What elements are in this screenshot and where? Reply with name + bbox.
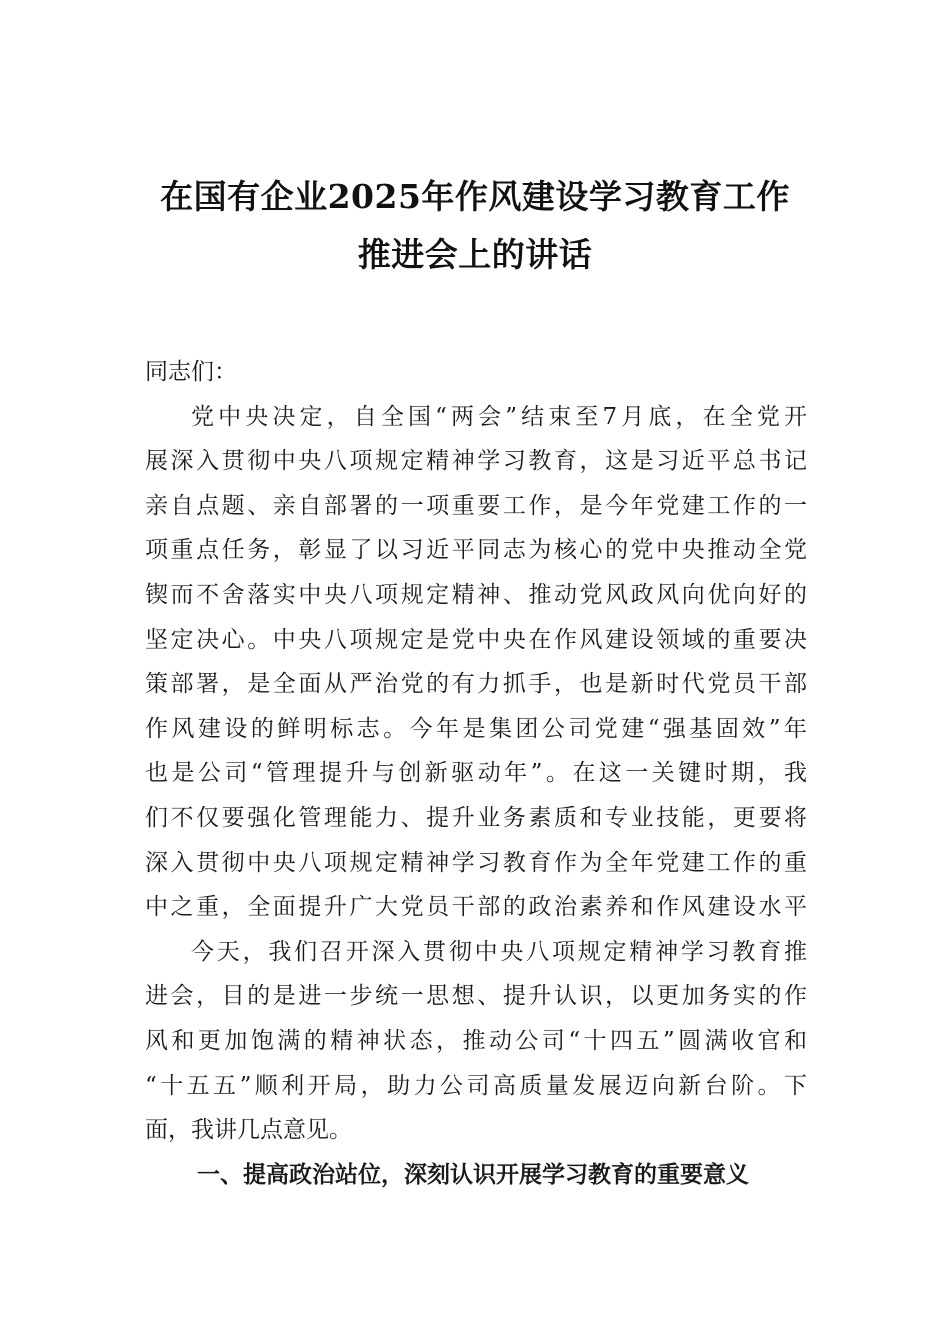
paragraph-line: “十五五”顺利开局，助力公司高质量发展迈向新台阶。下 xyxy=(145,1072,807,1099)
title-line-1: 在国有企业2025年作风建设学习教育工作 xyxy=(160,177,790,216)
paragraph-line: 中之重，全面提升广大党员干部的政治素养和作风建设水平 xyxy=(145,894,807,921)
paragraph-line: 今天，我们召开深入贯彻中央八项规定精神学习教育推 xyxy=(191,938,807,965)
paragraph-line: 作风建设的鲜明标志。今年是集团公司党建“强基固效”年 xyxy=(145,715,807,742)
paragraph-line: 项重点任务，彰显了以习近平同志为核心的党中央推动全党 xyxy=(145,537,807,564)
paragraph-line: 锲而不舍落实中央八项规定精神、推动党风政风向优向好的 xyxy=(145,581,807,608)
paragraph-line: 风和更加饱满的精神状态，推动公司“十四五”圆满收官和 xyxy=(145,1027,807,1054)
paragraph-line: 亲自点题、亲自部署的一项重要工作，是今年党建工作的一 xyxy=(145,492,807,519)
paragraph-line: 也是公司“管理提升与创新驱动年”。在这一关键时期，我 xyxy=(145,760,807,787)
paragraph-line: 坚定决心。中央八项规定是党中央在作风建设领域的重要决 xyxy=(145,626,807,653)
document-body xyxy=(145,350,807,1197)
paragraph-line: 党中央决定，自全国“两会”结束至7月底，在全党开 xyxy=(191,403,807,430)
paragraph-line: 们不仅要强化管理能力、提升业务素质和专业技能，更要将 xyxy=(145,804,807,831)
paragraph-line: 面，我讲几点意见。 xyxy=(145,1117,352,1144)
paragraph-line: 展深入贯彻中央八项规定精神学习教育，这是习近平总书记 xyxy=(145,448,807,475)
paragraph-line: 进会，目的是进一步统一思想、提升认识，以更加务实的作 xyxy=(145,983,807,1010)
paragraph-line: 深入贯彻中央八项规定精神学习教育作为全年党建工作的重 xyxy=(145,849,807,876)
document-title xyxy=(100,168,850,284)
salutation: 同志们： xyxy=(145,359,237,385)
paragraph-1 xyxy=(145,395,807,930)
section-heading: 一、提高政治站位，深刻认识开展学习教育的重要意义 xyxy=(197,1160,749,1188)
paragraph-line: 策部署，是全面从严治党的有力抓手，也是新时代党员干部 xyxy=(145,671,807,698)
title-line-2: 推进会上的讲话 xyxy=(357,235,593,274)
paragraph-2 xyxy=(145,930,807,1153)
